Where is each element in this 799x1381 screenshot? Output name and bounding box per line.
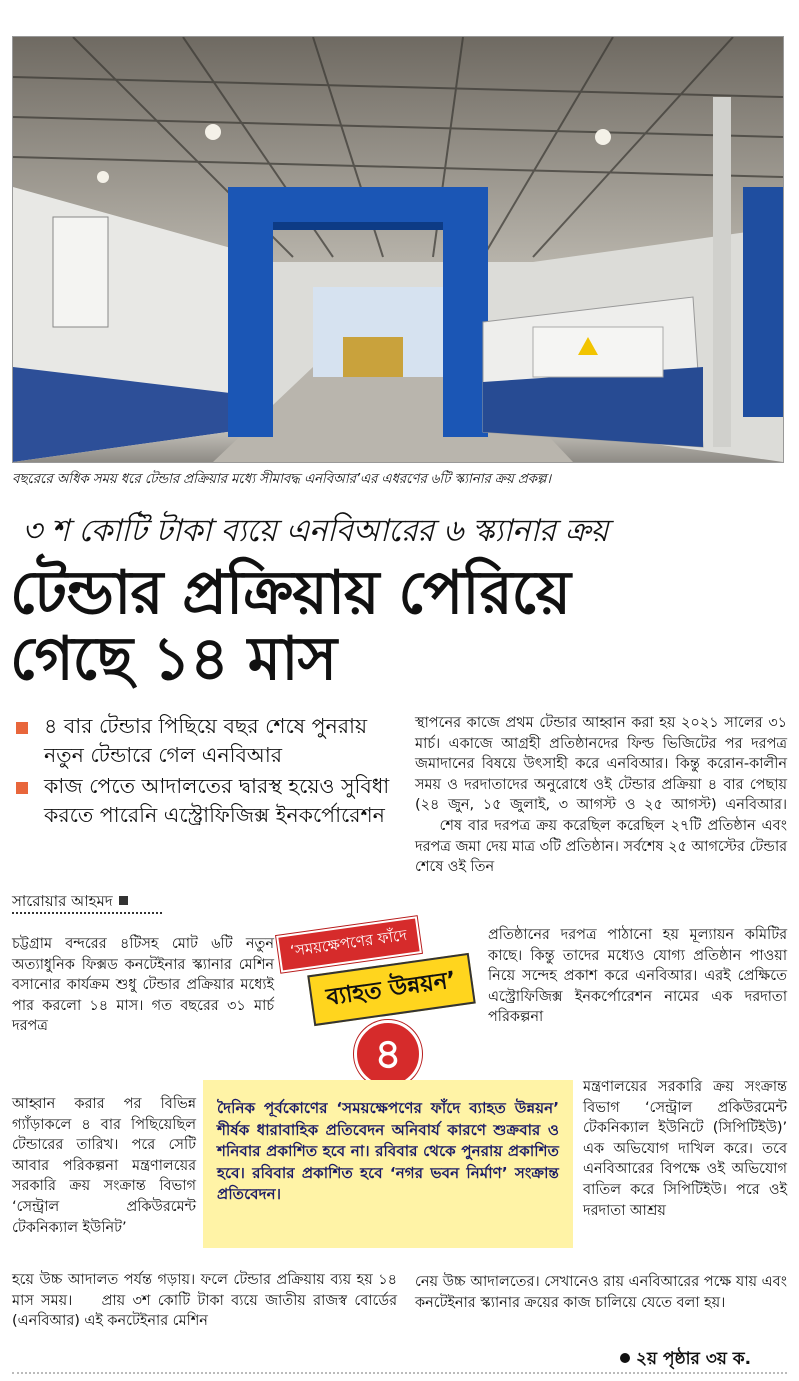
series-number: ৪ [354, 1020, 422, 1088]
bullet-square-icon [16, 782, 28, 794]
headline-line-2: গেছে ১৪ মাস [10, 624, 337, 694]
body-column-1-part-3: হয়ে উচ্চ আদালত পর্যন্ত গড়ায়। ফলে টেন্ডার প্রক্রিয়ায় ব্যয় হয় ১৪ মাস সময়। প্রায় ৩শ কোটি টাকা ব্যয়ে জাতীয় রাজস্ব বোর্ডের (এনবিআর) এই কনটেইনার মেশিন [12, 1271, 397, 1330]
body-column-2-part-4: নেয় উচ্চ আদালতের। সেখানেও রায় এনবিআরের পক্ষে যায় এবং কনটেইনার স্ক্যানার ক্রয়ের কাজ চালিয়ে যেতে বলা হয়। [415, 1273, 787, 1311]
series-title: ব্যাহত উন্নয়ন’ [307, 953, 475, 1026]
bullet-square-icon [16, 722, 28, 734]
notice-box [203, 1080, 573, 1248]
bullet-dot-icon [620, 1353, 630, 1363]
body-column-1-part-2: আহ্বান করার পর বিভিন্ন গ্যাঁড়াকলে ৪ বার পিছিয়েছিল টেন্ডারের তারিখ। পরে সেটি আবার পরিকল্পনা মন্ত্রণালয়ের সরকারি ক্রয় সংক্রান্ত বিভাগ ‘সেন্ট্রাল প্রকিউরমেন্ট টেকনিক্যাল ইউনিট’ [12, 1095, 196, 1236]
bottom-divider [12, 1372, 787, 1374]
photo-caption: বছরেরে অধিক সময় ধরে টেন্ডার প্রক্রিয়ার মধ্যে সীমাবদ্ধ এনবিআর’এর এধরণের ৬টি স্ক্যানার ক্রয় প্রকল্প। [12, 471, 551, 487]
headline-kicker: ৩ শ কোটি টাকা ব্যয়ে এনবিআরের ৬ স্ক্যানার ক্রয় [22, 513, 608, 549]
highlight-item: ৪ বার টেন্ডার পিছিয়ে বছর শেষে পুনরায় নতুন টেন্ডারে গেল এনবিআর [12, 712, 402, 770]
byline-square-icon [119, 896, 128, 905]
headline-line-1: টেন্ডার প্রক্রিয়ায় পেরিয়ে [10, 558, 571, 628]
continued-on: ২য় পৃষ্ঠার ৩য় ক. [620, 1346, 751, 1374]
highlights-list [12, 712, 402, 832]
series-tag: ‘সময়ক্ষেপণের ফাঁদে [276, 916, 421, 972]
body-column-2-part-1: স্থাপনের কাজে প্রথম টেন্ডার আহ্বান করা হয় ২০২১ সালের ৩১ মার্চ। একাজে আগ্রহী প্রতিষ্ঠানদের ফিল্ড ভিজিটের পর দরপত্র জমাদানের বিষয়ে উৎসাহী করে এনবিআর। কিন্তু করোন-কালীন সময় ও দরদাতাদের অনুরোধে ওই টেন্ডার প্রক্রিয়া ৪ বার পেছায় (২৪ জুন, ১৫ জুলাই, ৩ আগস্ট ও ২৫ আগস্ট) এনবিআর। শেষ বার দরপত্র ক্রয় করেছিল করেছিল ২৭টি প্রতিষ্ঠান এবং দরপত্র জমা দেয় মাত্র ৩টি প্রতিষ্ঠান। সর্বশেষ ২৫ আগস্টের টেন্ডার শেষে ওই তিন [415, 714, 787, 876]
body-column-1-part-1: চট্টগ্রাম বন্দরের ৪টিসহ মোট ৬টি নতুন অত্যাধুনিক ফিক্সড কনটেইনার স্ক্যানার মেশিন বসানোর কার্যক্রম শুধু টেন্ডার প্রক্রিয়ার মধ্যেই পার করলো ১৪ মাস। গত বছরের ৩১ মার্চ দরপত্র [12, 935, 274, 1035]
scanner-photo [12, 36, 784, 463]
notice-text: দৈনিক পূর্বকোণের ‘সময়ক্ষেপণের ফাঁদে ব্যাহত উন্নয়ন’ শীর্ষক ধারাবাহিক প্রতিবেদন অনিবার্য কারণে শুক্রবার ও শনিবার প্রকাশিত হবে না। রবিবার থেকে পুনরায় প্রকাশিত হবে। রবিবার প্রকাশিত হবে ‘নগর ভবন নির্মাণ’ সংক্রান্ত প্রতিবেদন। [217, 1099, 559, 1203]
body-column-2-part-2: প্রতিষ্ঠানের দরপত্র পাঠানো হয় মূল্যায়ন কমিটির কাছে। কিন্তু তাদের মধ্যেও যোগ্য প্রতিষ্ঠান পাওয়া নিয়ে সন্দেহ প্রকাশ করে এনবিআর। এরই প্রেক্ষিতে এস্ট্রোফিজিক্স ইনকর্পোরেশন নামের এক দরদাতা পরিকল্পনা [488, 926, 787, 1026]
highlight-item: কাজ পেতে আদালতের দ্বারস্থ হয়েও সুবিধা করতে পারেনি এস্ট্রোফিজিক্স ইনকর্পোরেশন [12, 772, 402, 830]
byline: সারোয়ার আহমদ [12, 890, 128, 915]
body-column-2-part-3: মন্ত্রণালয়ের সরকারি ক্রয় সংক্রান্ত বিভাগ ‘সেন্ট্রাল প্রকিউরমেন্ট টেকনিক্যাল ইউনিটে (সিপিটিইউ)’ এক অভিযোগ দাখিল করে। তবে এনবিআরের বিপক্ষে ওই অভিযোগ বাতিল করে সিপিটিইউ। পরে ওই দরদাতা আশ্রয় [583, 1078, 787, 1219]
series-badge [274, 904, 488, 1092]
byline-divider [12, 912, 162, 914]
headline [10, 560, 790, 692]
